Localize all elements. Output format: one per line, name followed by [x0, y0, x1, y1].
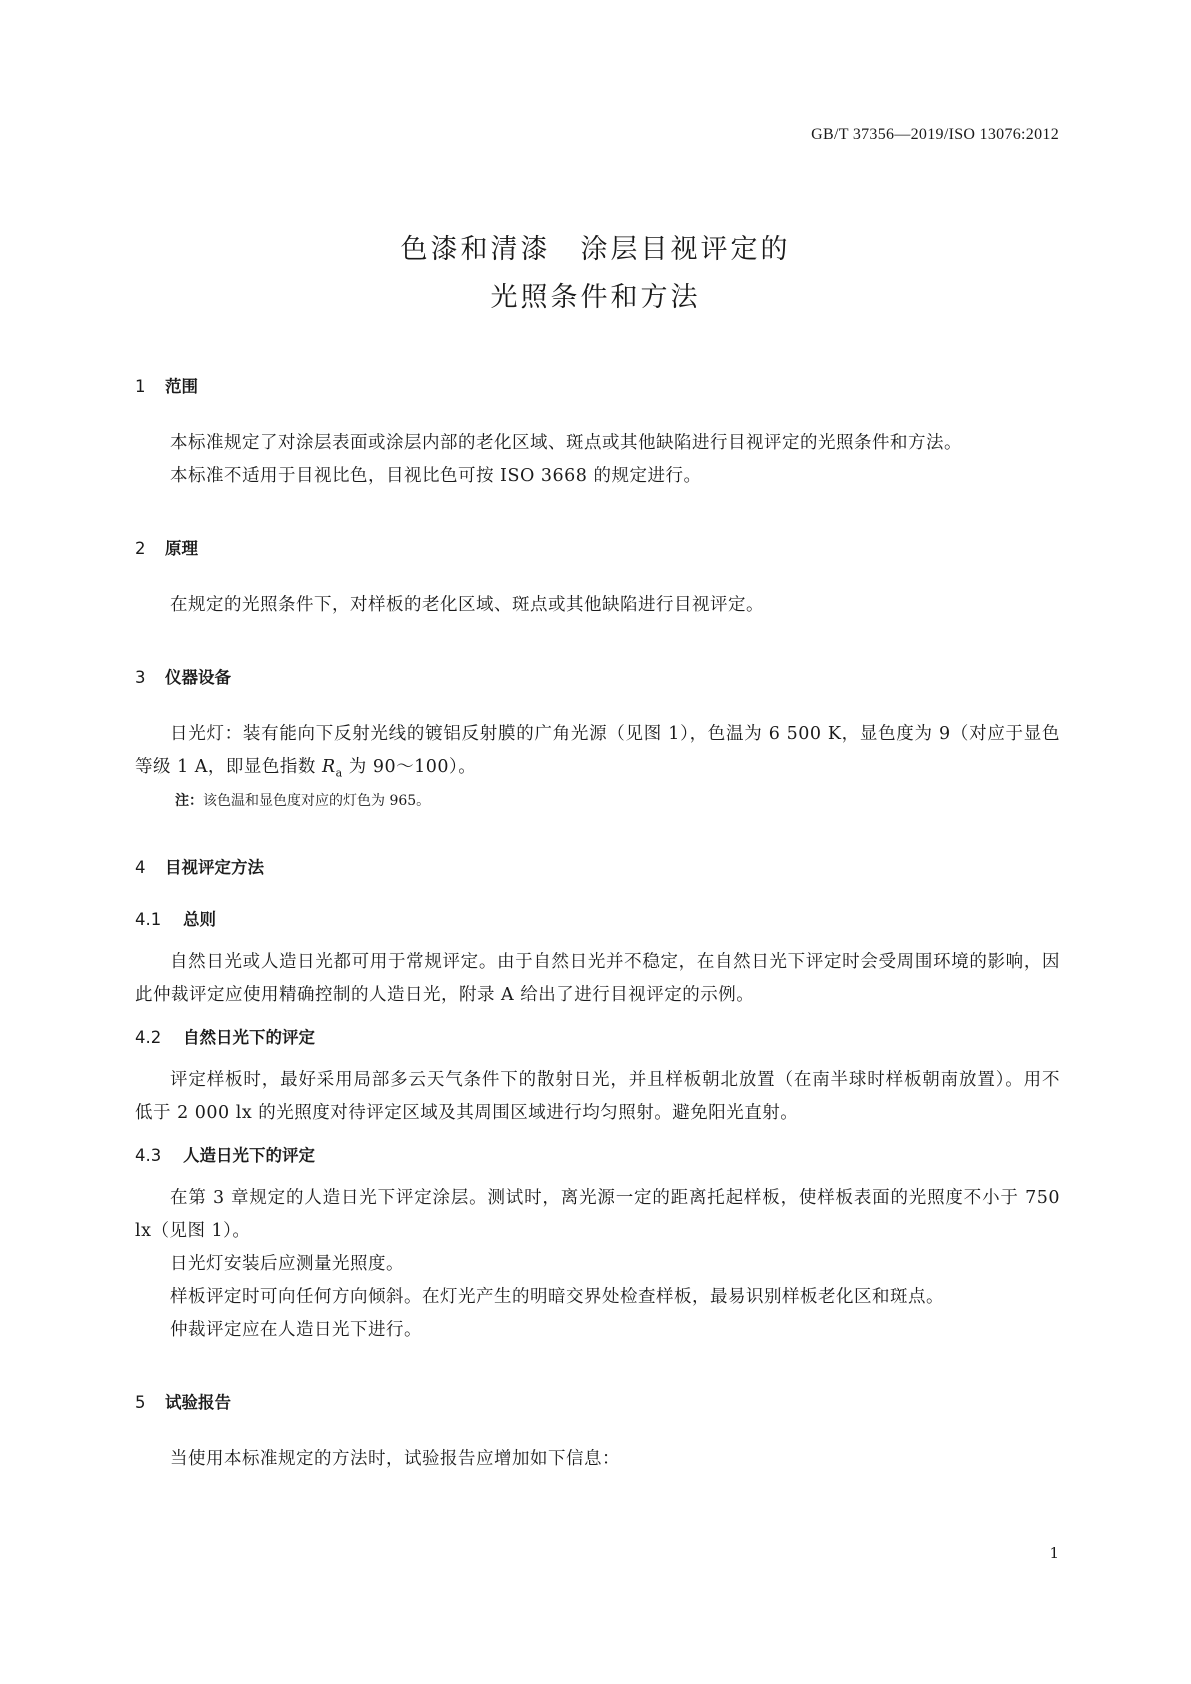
section-title: 仪器设备	[165, 668, 231, 687]
section-3-note	[135, 790, 1060, 812]
symbol-subscript: a	[335, 766, 343, 780]
section-5-paragraph-1: 当使用本标准规定的方法时，试验报告应增加如下信息：	[170, 1448, 620, 1469]
subsection-title: 总则	[183, 909, 216, 929]
section-title: 原理	[165, 539, 198, 558]
note-label: 注：	[175, 792, 203, 809]
section-1-heading	[135, 375, 1060, 399]
section-title: 范围	[165, 377, 198, 396]
subsection-4-3-paragraph-3: 样板评定时可向任何方向倾斜。在灯光产生的明暗交界处检查样板，最易识别样板老化区和斑点。	[170, 1286, 944, 1307]
document-title	[0, 226, 1191, 322]
section-number: 4	[135, 857, 146, 877]
section-number: 1	[135, 377, 146, 396]
section-2-paragraph-1: 在规定的光照条件下，对样板的老化区域、斑点或其他缺陷进行目视评定。	[170, 595, 764, 615]
subsection-title: 自然日光下的评定	[183, 1027, 315, 1047]
subsection-4-3-paragraph-1: 在第 3 章规定的人造日光下评定涂层。测试时，离光源一定的距离托起样板，使样板表面的光照度不小于 750 lx（见图 1）。	[135, 1187, 1060, 1241]
note-text: 该色温和显色度对应的灯色为 965。	[203, 792, 431, 809]
section-title: 试验报告	[165, 1392, 231, 1412]
subsection-4-3-paragraph-4: 仲裁评定应在人造日光下进行。	[170, 1319, 422, 1340]
section-3-paragraph-1: 日光灯：装有能向下反射光线的镀铝反射膜的广角光源（见图 1），色温为 6 500 K，显色度为 9（对应于显色等级 1 A，即显色指数 $R_a$ 为 90～100）。	[135, 724, 1060, 780]
title-line-1: 色漆和清漆 涂层目视评定的	[400, 234, 791, 265]
document-body	[135, 375, 1060, 1476]
standard-code-header: GB/T 37356—2019/ISO 13076:2012	[811, 126, 1059, 143]
subsection-number: 4.2	[135, 1027, 162, 1047]
subsection-4-1-paragraph-1: 自然日光或人造日光都可用于常规评定。由于自然日光并不稳定，在自然日光下评定时会受周围环境的影响，因此仲裁评定应使用精确控制的人造日光，附录 A 给出了进行目视评定的示例。	[135, 951, 1060, 1005]
subsection-4-3-heading	[135, 1144, 1060, 1168]
subsection-4-2-heading	[135, 1026, 1060, 1050]
section-1-paragraph-2: 本标准不适用于目视比色，目视比色可按 ISO 3668 的规定进行。	[170, 466, 702, 486]
section-1-paragraph-1: 本标准规定了对涂层表面或涂层内部的老化区域、斑点或其他缺陷进行目视评定的光照条件和方法。	[170, 433, 962, 453]
section-3-heading	[135, 666, 1060, 690]
symbol-R: R	[321, 757, 336, 777]
section-number: 2	[135, 539, 146, 558]
section-number: 5	[135, 1392, 146, 1412]
subsection-4-2-paragraph-1: 评定样板时，最好采用局部多云天气条件下的散射日光，并且样板朝北放置（在南半球时样板朝南放置）。用不低于 2 000 lx 的光照度对待评定区域及其周围区域进行均匀照射。避免阳光直射。	[135, 1069, 1060, 1123]
section-2-heading	[135, 537, 1060, 561]
section-4-heading	[135, 856, 1060, 880]
subsection-number: 4.1	[135, 909, 162, 929]
title-line-2: 光照条件和方法	[490, 282, 701, 313]
section-5-heading	[135, 1391, 1060, 1415]
subsection-4-3-paragraph-2: 日光灯安装后应测量光照度。	[170, 1253, 404, 1274]
page-number: 1	[1049, 1544, 1059, 1562]
subsection-title: 人造日光下的评定	[183, 1145, 315, 1165]
section-number: 3	[135, 668, 146, 687]
subsection-number: 4.3	[135, 1145, 162, 1165]
section-title: 目视评定方法	[165, 857, 264, 877]
subsection-4-1-heading	[135, 908, 1060, 932]
